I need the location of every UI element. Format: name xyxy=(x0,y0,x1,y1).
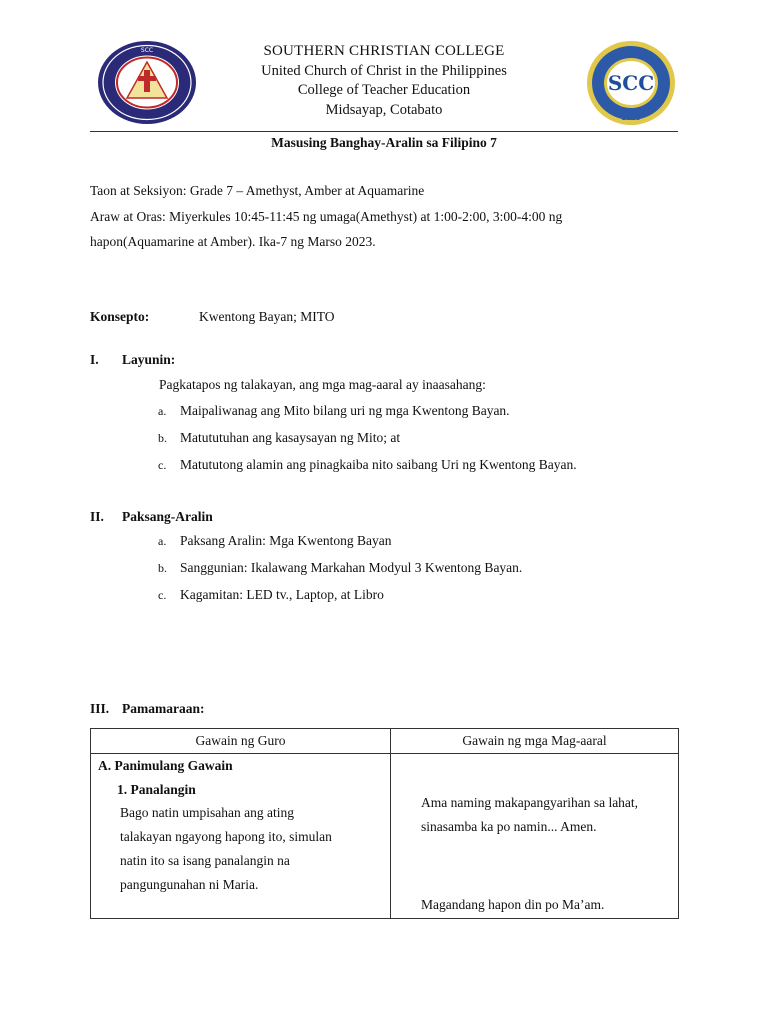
teacher-script-line: talakayan ngayong hapong ito, simulan xyxy=(120,829,332,844)
konsepto-value: Kwentong Bayan; MITO xyxy=(199,309,335,324)
paksa-numeral: II. xyxy=(90,509,104,524)
pamamaraan-numeral: III. xyxy=(90,701,110,716)
list-item xyxy=(158,428,400,448)
list-item xyxy=(158,531,391,551)
list-item-text: Paksang Aralin: Mga Kwentong Bayan xyxy=(180,533,392,548)
list-item-text: Sanggunian: Ikalawang Markahan Modyul 3 Kwentong Bayan. xyxy=(180,560,523,575)
church-affiliation: United Church of Christ in the Philippines xyxy=(261,62,507,79)
list-item xyxy=(158,585,384,605)
section-heading: A. Panimulang Gawain xyxy=(98,758,233,773)
list-item-text: Kagamitan: LED tv., Laptop, at Libro xyxy=(180,587,384,602)
layunin-intro: Pagkatapos ng talakayan, ang mga mag-aaral ay inaasahang: xyxy=(159,377,486,392)
teacher-script-line: pangungunahan ni Maria. xyxy=(120,877,259,892)
konsepto-label: Konsepto: xyxy=(90,309,150,324)
college-name: SOUTHERN CHRISTIAN COLLEGE xyxy=(263,43,505,59)
column-header-teacher: Gawain ng Guro xyxy=(91,729,391,754)
teacher-script xyxy=(120,801,385,897)
list-item-text: Maipaliwanag ang Mito bilang uri ng mga Kwentong Bayan. xyxy=(180,403,510,418)
info-section-year: Taon at Seksiyon: Grade 7 – Amethyst, Amber at Aquamarine xyxy=(90,183,425,198)
seal-text: SCC xyxy=(140,47,154,54)
list-item xyxy=(158,455,577,475)
letterhead xyxy=(0,42,768,120)
table-row xyxy=(91,754,679,919)
list-letter: c. xyxy=(158,458,167,472)
column-header-students: Gawain ng mga Mag-aaral xyxy=(391,729,679,754)
pamamaraan-heading: Pamamaraan: xyxy=(122,701,205,716)
lesson-procedure-table xyxy=(90,728,679,919)
student-response-line: sinasamba ka po namin... Amen. xyxy=(421,819,597,834)
layunin-heading: Layunin: xyxy=(122,352,176,367)
subsection-heading: 1. Panalangin xyxy=(117,782,196,797)
seal-year: 1949 xyxy=(621,114,641,122)
student-response-line: Ama naming makapangyarihan sa lahat, xyxy=(421,795,639,810)
info-schedule: Araw at Oras: Miyerkules 10:45-11:45 ng umaga(Amethyst) at 1:00-2:00, 3:00-4:00 ng xyxy=(90,209,563,224)
student-activity-cell xyxy=(391,754,679,919)
document-title: Masusing Banghay-Aralin sa Filipino 7 xyxy=(271,135,497,150)
list-letter: b. xyxy=(158,431,167,445)
list-item xyxy=(158,401,510,421)
list-item-text: Matututong alamin ang pinagkaiba nito saibang Uri ng Kwentong Bayan. xyxy=(180,457,577,472)
list-item-text: Matututuhan ang kasaysayan ng Mito; at xyxy=(180,430,401,445)
student-greeting: Magandang hapon din po Ma’am. xyxy=(421,897,605,912)
header-divider xyxy=(90,131,678,132)
list-item xyxy=(158,558,522,578)
department-name: College of Teacher Education xyxy=(297,82,471,98)
info-schedule-cont: hapon(Aquamarine at Amber). Ika-7 ng Marso 2023. xyxy=(90,234,376,249)
list-letter: a. xyxy=(158,534,167,548)
list-letter: c. xyxy=(158,588,167,602)
list-letter: b. xyxy=(158,561,167,575)
layunin-numeral: I. xyxy=(90,352,99,367)
paksa-heading: Paksang-Aralin xyxy=(122,509,213,524)
campus-location: Midsayap, Cotabato xyxy=(325,101,443,118)
teacher-activity-cell xyxy=(91,754,391,919)
table-header-row xyxy=(91,729,679,754)
teacher-script-line: natin ito sa isang panalangin na xyxy=(120,853,290,868)
teacher-script-line: Bago natin umpisahan ang ating xyxy=(120,805,294,820)
seal-monogram: SCC xyxy=(607,71,655,95)
student-response xyxy=(421,791,672,839)
list-letter: a. xyxy=(158,404,167,418)
